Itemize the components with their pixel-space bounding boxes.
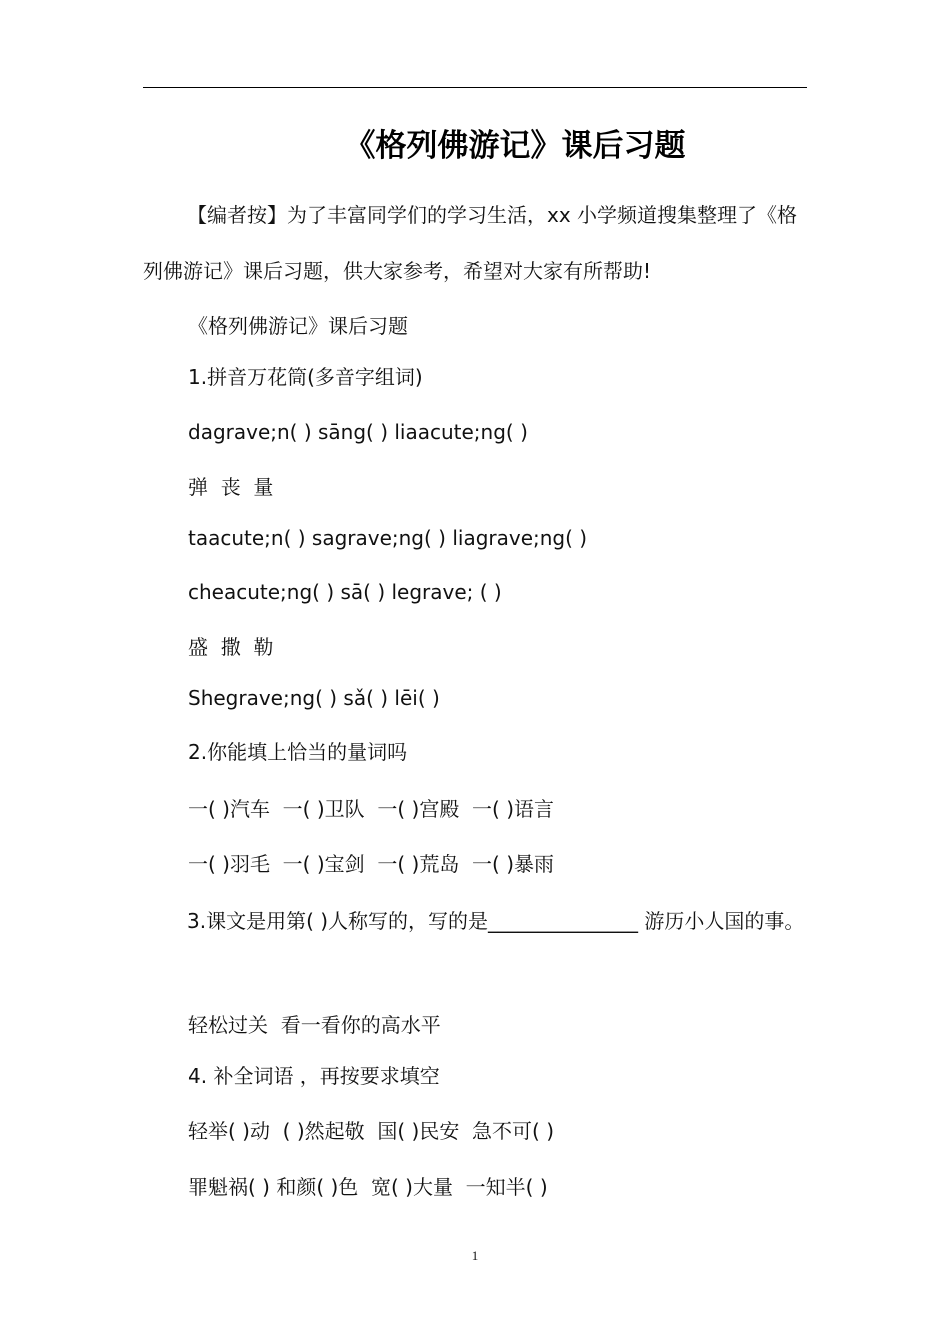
question-1-chars-line-2: 盛 撒 勒: [188, 635, 274, 659]
question-2-line-1: 一( )汽车 一( )卫队 一( )宫殿 一( )语言: [188, 797, 554, 821]
question-1-pinyin-line-3: cheacute;ng( ) sā( ) legrave; ( ): [188, 580, 502, 604]
question-3-paragraph: [143, 893, 809, 949]
document-title: 《格列佛游记》课后习题: [344, 128, 686, 164]
section-heading: 轻松过关 看一看你的高水平: [188, 1013, 441, 1037]
question-1-pinyin-line-2: taacute;n( ) sagrave;ng( ) liagrave;ng( ): [188, 526, 588, 550]
question-4-heading: 4. 补全词语 ，再按要求填空: [188, 1064, 440, 1088]
question-1-pinyin-line-4: Shegrave;ng( ) sǎ( ) lēi( ): [188, 686, 440, 710]
page-number: 1: [471, 1248, 479, 1263]
question-3-text: 3.课文是用第( )人称写的，写的是_______________ 游历小人国的事。: [187, 909, 805, 933]
intro-text: 【编者按】为了丰富同学们的学习生活，xx 小学频道搜集整理了《格列佛游记》课后习题，供大家参考，希望对大家有所帮助!: [143, 203, 798, 283]
header-rule: [143, 87, 807, 88]
question-1-pinyin-line-1: dagrave;n( ) sāng( ) liaacute;ng( ): [188, 420, 528, 444]
question-4-line-1: 轻举( )动 ( )然起敬 国( )民安 急不可( ): [188, 1119, 554, 1143]
question-2-line-2: 一( )羽毛 一( )宝剑 一( )荒岛 一( )暴雨: [188, 852, 554, 876]
question-2-heading: 2.你能填上恰当的量词吗: [188, 740, 408, 764]
intro-paragraph: [143, 187, 809, 299]
question-4-line-2: 罪魁祸( ) 和颜( )色 宽( )大量 一知半( ): [188, 1175, 548, 1199]
subtitle: 《格列佛游记》课后习题: [188, 314, 408, 338]
question-1-chars-line-1: 弹 丧 量: [188, 475, 274, 499]
question-1-heading: 1.拼音万花筒(多音字组词): [188, 365, 423, 389]
